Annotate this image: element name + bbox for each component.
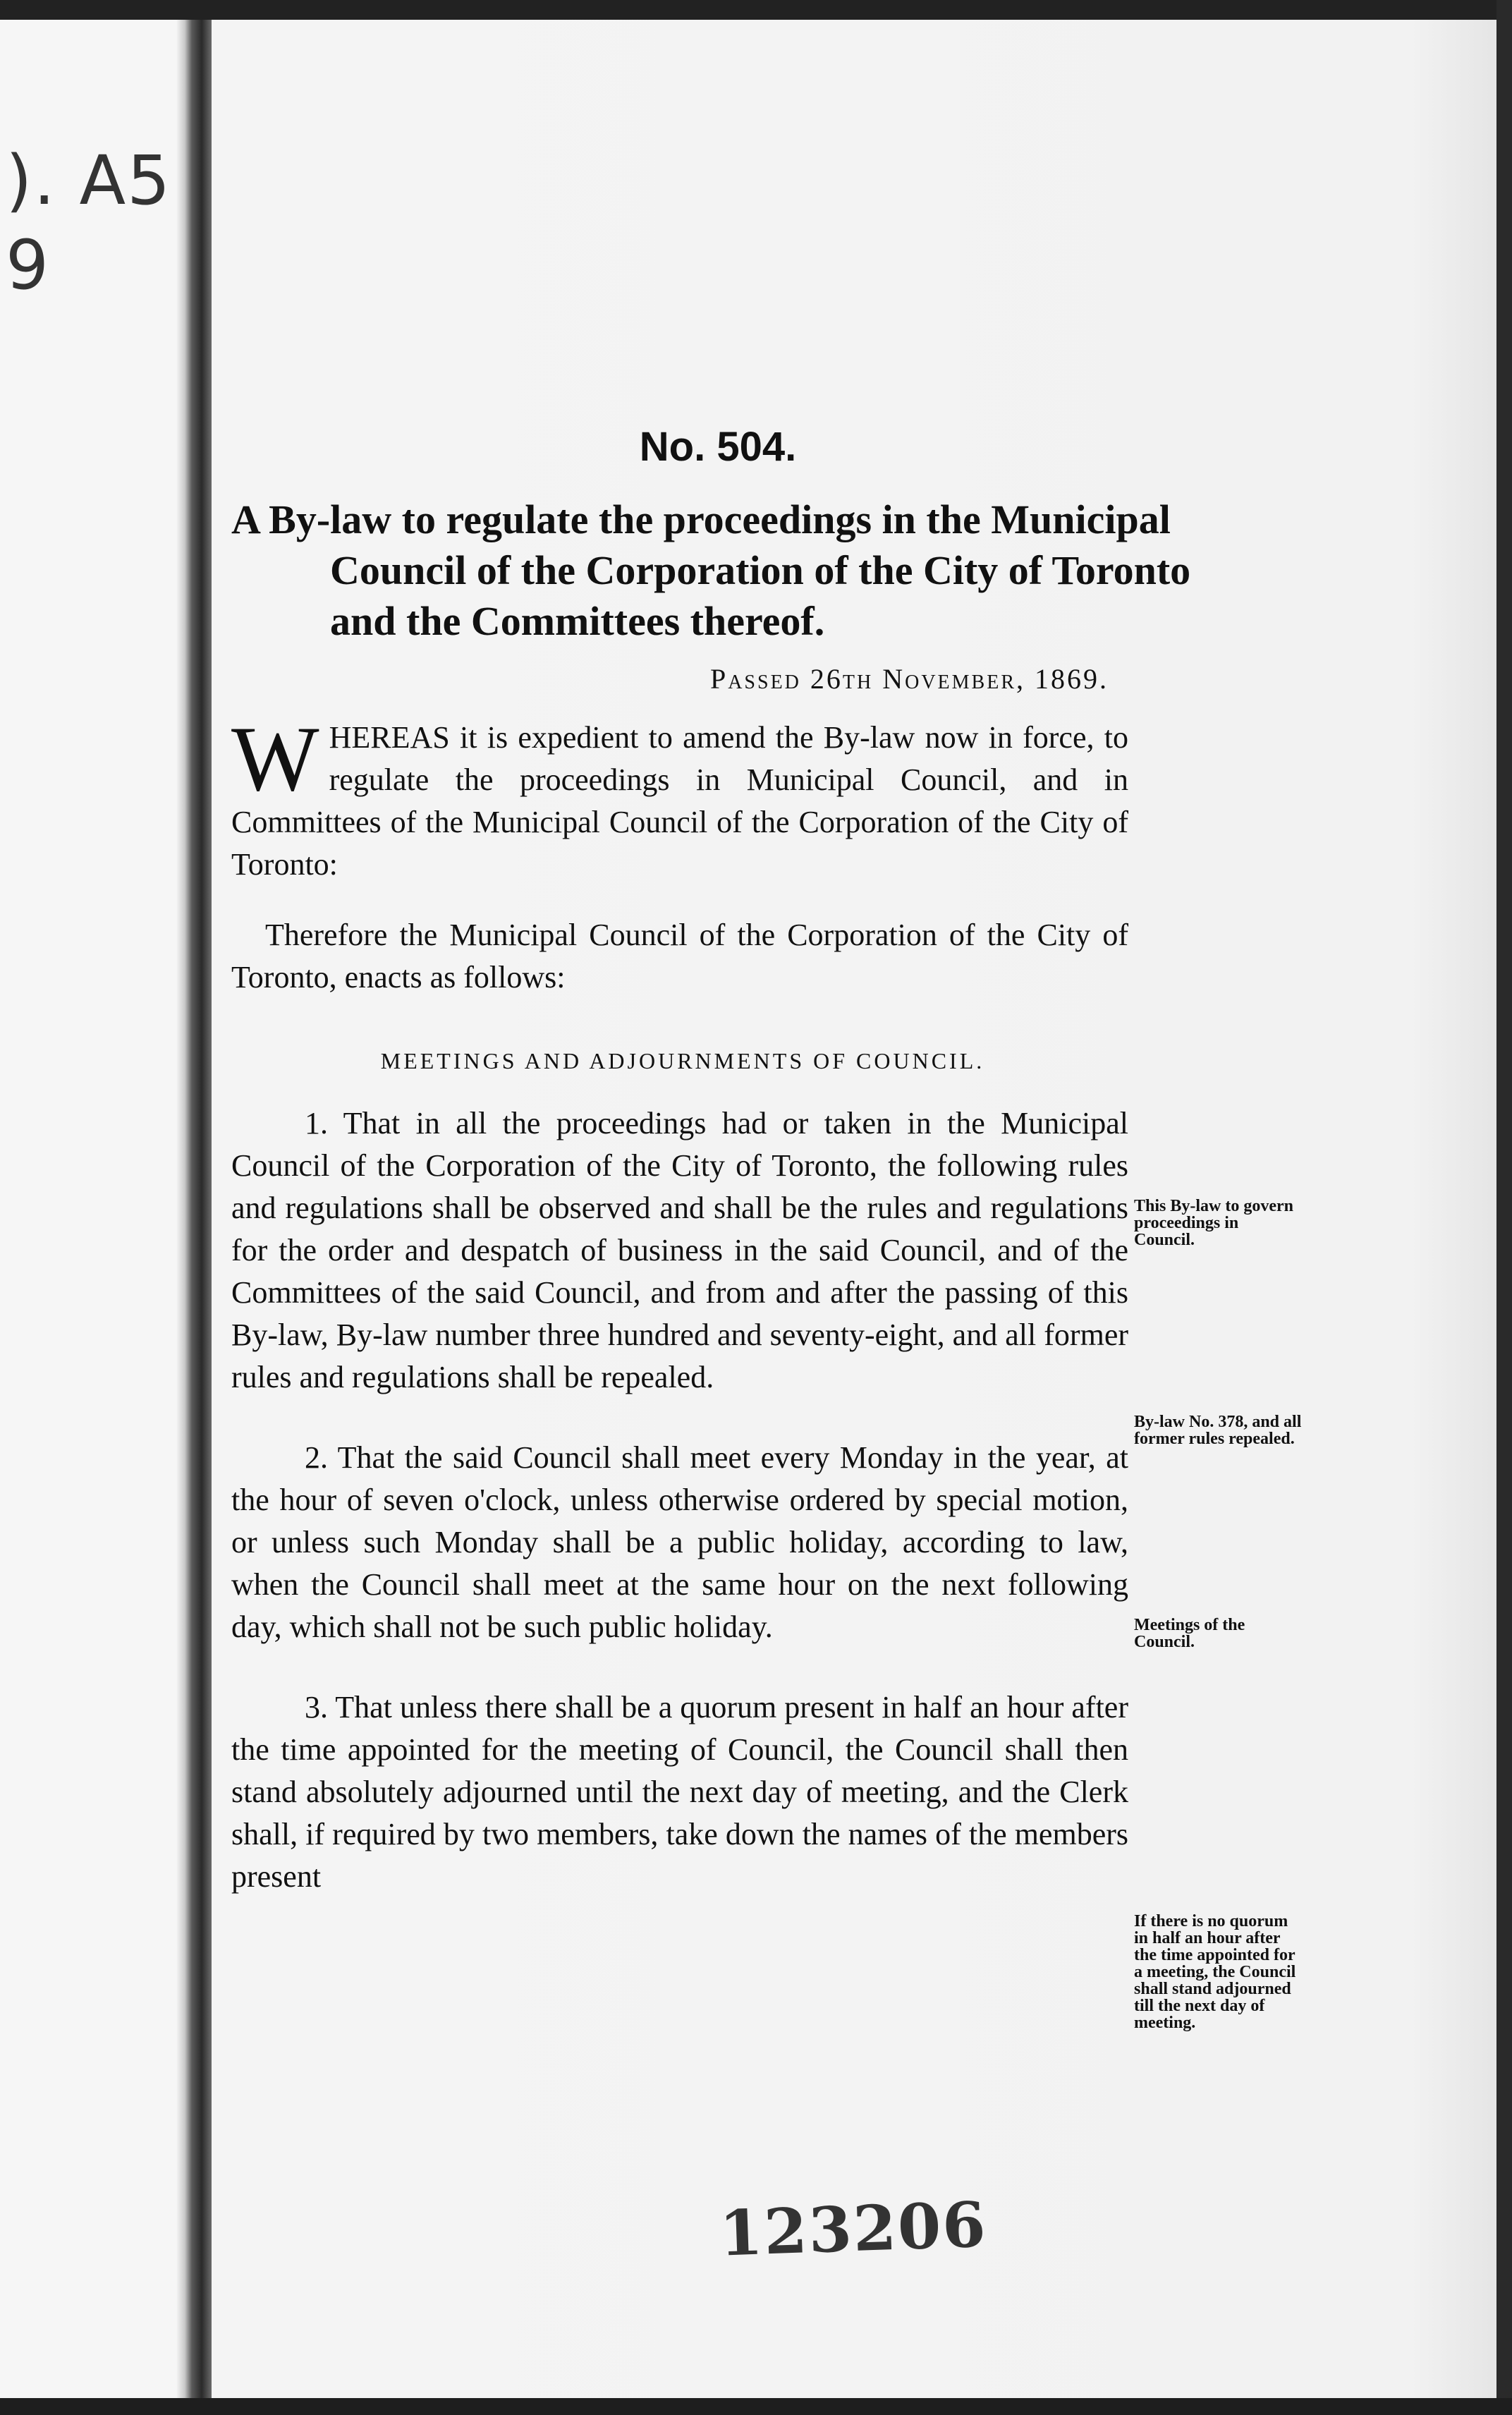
call-number-line-1: ). A5 (6, 141, 172, 220)
section-heading: MEETINGS AND ADJOURNMENTS OF COUNCIL. (380, 1048, 985, 1073)
accession-stamp: 123206 (718, 2187, 989, 2270)
margin-note-3: Meetings of the Council. (1134, 1616, 1245, 1651)
bylaw-number: No. 504. (639, 424, 797, 470)
clause-1: 1. That in all the proceedings had or taken in the Municipal Council of the Corporation of the City of Toronto, the following rules and regulations shall be observed and shall be the rules and regulations for the order and despatch of business in the said Council, and of the Committees of the said Council, and from and after the passing of this By-law, By-law number three hundred and seventy-eight, and all former rules and regulations shall be repealed. (231, 1106, 1128, 1394)
margin-note-1: This By-law to govern proceedings in Council. (1134, 1197, 1294, 1249)
bylaw-title: A By-law to regulate the proceedings in the Municipal Council of the Corporation of the City of Toronto and the Committees thereof. (231, 497, 1191, 644)
enacting-paragraph: Therefore the Municipal Council of the Corporation of the City of Toronto, enacts as follows: (231, 918, 1128, 994)
whereas-paragraph (231, 707, 1128, 886)
passed-date: Passed 26th November, 1869. (709, 663, 1109, 695)
binding-strip (0, 20, 212, 2398)
drop-cap: W (231, 707, 319, 810)
call-number-label (6, 138, 171, 308)
scan-right-edge (1496, 0, 1512, 2415)
scan-bottom-edge (0, 2398, 1512, 2415)
clause-3: 3. That unless there shall be a quorum present in half an hour after the time appointed for the meeting of Council, the Council shall then stand absolutely adjourned until the next day of meeting, and the Clerk shall, if required by two members, take down the names of the members present (231, 1690, 1128, 1894)
clause-2: 2. That the said Council shall meet every Monday in the year, at the hour of seven o'clock, unless otherwise ordered by special motion, or unless such Monday shall be a public holiday, according to law, when the Council shall meet at the same hour on the next following day, which shall not be such public holiday. (231, 1440, 1128, 1644)
margin-note-4: If there is no quorum in half an hour after the time appointed for a meeting, the Council shall stand adjourned till the next day of meeting. (1134, 1912, 1296, 2032)
call-number-line-2: 9 (6, 226, 51, 305)
margin-note-2: By-law No. 378, and all former rules repealed. (1134, 1413, 1302, 1448)
scan-top-edge (0, 0, 1512, 20)
whereas-text: HEREAS it is expedient to amend the By-law now in force, to regulate the proceedings in Municipal Council, and in Committees of the Municipal Council of the Corporation of the City of Toronto: (231, 720, 1128, 882)
